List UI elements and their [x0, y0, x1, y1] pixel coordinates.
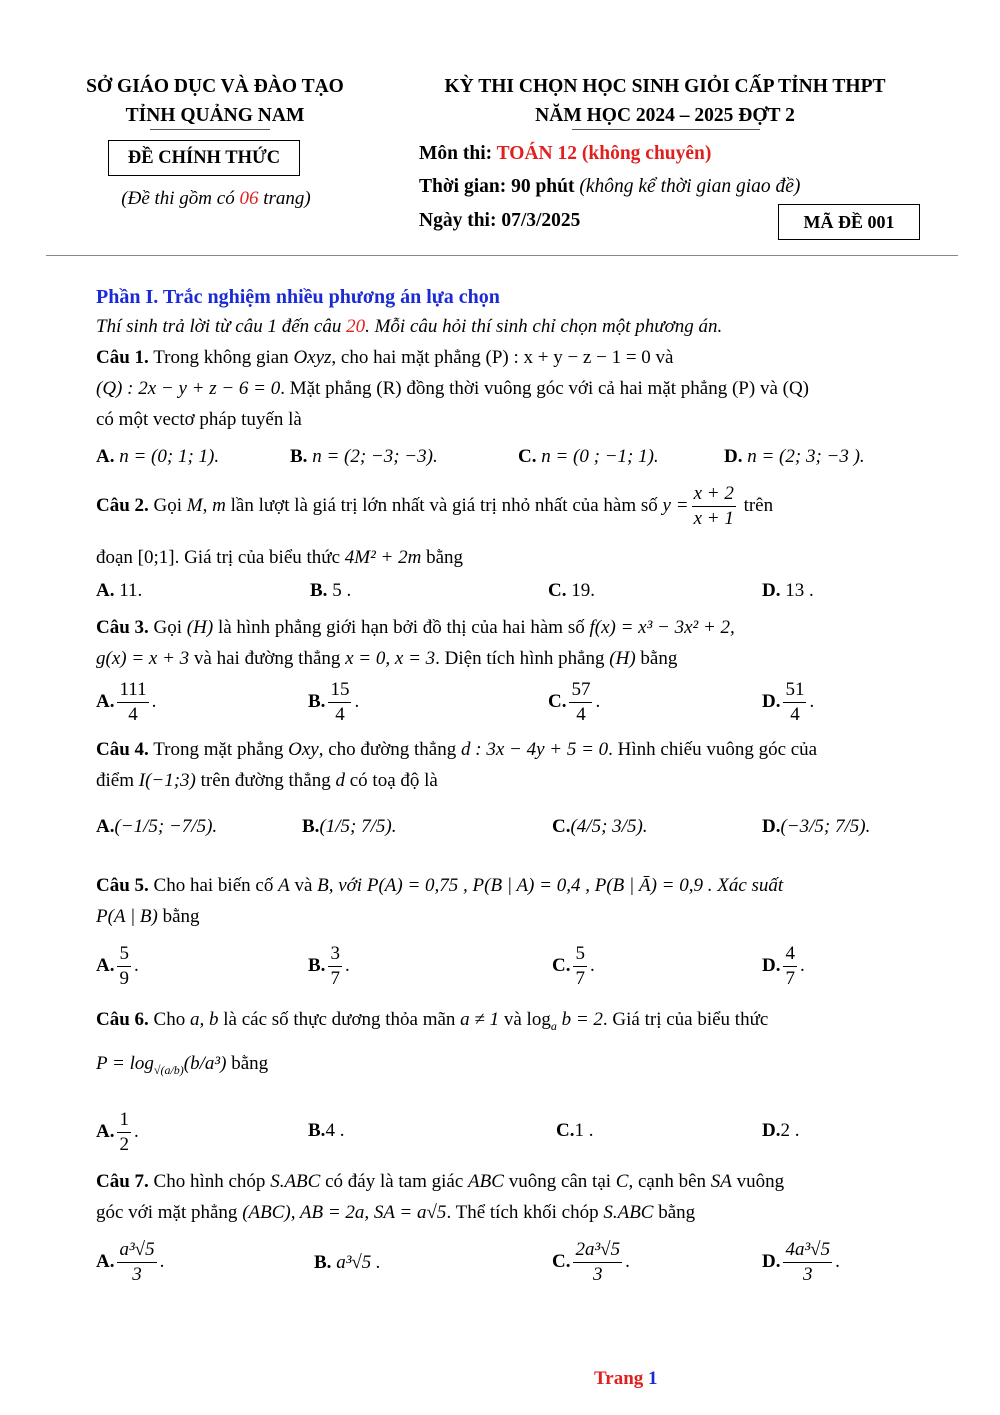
q3-option-b[interactable]: B. $\frac{15}{4}$ .	[308, 679, 360, 725]
section-instructions: Thí sinh trả lời từ câu 1 đến câu 20. Mỗi câu hỏi thí sinh chỉ chọn một phương án.	[96, 316, 723, 337]
function-fraction: $\frac{x + 2}{x + 1}$	[693, 483, 734, 529]
province-name: TỈNH QUẢNG NAM	[125, 105, 305, 126]
department-name: SỞ GIÁO DỤC VÀ ĐÀO TẠO	[86, 76, 344, 97]
question-5: Câu 5. Cho hai biến cố A và B, với P(A) = 0,75 , P(B | A) = 0,4 , P(B | Ā) = 0,9 . Xác suất P(A | B) bằng	[96, 875, 784, 927]
q5-option-d[interactable]: D. $\frac{4}{7}$ .	[762, 943, 805, 989]
q3-option-c[interactable]: C. $\frac{57}{4}$ .	[548, 679, 601, 725]
divider	[150, 129, 270, 130]
q6-option-d[interactable]: D.2 .	[762, 1120, 800, 1141]
question-7: Câu 7. Cho hình chóp S.ABC có đáy là tam giác ABC vuông cân tại C, cạnh bên SA vuông góc với mặt phẳng (ABC), AB = 2a, SA = a√5. Thể tích khối chóp S.ABC bằng	[96, 1171, 785, 1223]
header-separator	[46, 255, 958, 256]
q3-option-d[interactable]: D. $\frac{51}{4}$ .	[762, 679, 815, 725]
q4-option-b[interactable]: B.(1/5; 7/5).	[302, 816, 397, 837]
q1-option-b[interactable]: B. n = (2; −3; −3).	[290, 446, 438, 467]
q5-option-a[interactable]: A. $\frac{5}{9}$ .	[96, 943, 139, 989]
q7-option-b[interactable]: B. a³√5 .	[314, 1252, 381, 1273]
page-count-note: (Đề thi gồm có 06 trang)	[121, 188, 311, 209]
q6-option-a[interactable]: A. $\frac{1}{2}$ .	[96, 1109, 139, 1155]
q5-option-c[interactable]: C. $\frac{5}{7}$ .	[552, 943, 595, 989]
question-4: Câu 4. Trong mặt phẳng Oxy, cho đường thẳng d : 3x − 4y + 5 = 0. Hình chiếu vuông góc của điểm I(−1;3) trên đường thẳng d có toạ độ là	[96, 739, 818, 791]
q6-option-b[interactable]: B.4 .	[308, 1120, 345, 1141]
official-exam-box: ĐỀ CHÍNH THỨC	[108, 140, 300, 176]
q1-option-a[interactable]: A. n = (0; 1; 1).	[96, 446, 220, 467]
subject-line: Môn thi: TOÁN 12 (không chuyên)	[419, 143, 712, 164]
q7-option-d[interactable]: D. $\frac{\text{4a³√5}}{3}$ .	[762, 1239, 840, 1285]
q4-option-c[interactable]: C.(4/5; 3/5).	[552, 816, 648, 837]
q1-option-d[interactable]: D. n = (2; 3; −3 ).	[724, 446, 865, 467]
school-year: NĂM HỌC 2024 – 2025 ĐỢT 2	[535, 105, 795, 126]
question-6-cont: $P = \log_{√(a/b)}(b/a^3)$ bằng	[96, 1053, 269, 1077]
q7-option-a[interactable]: A. $\frac{\text{a³√5}}{3}$ .	[96, 1239, 165, 1285]
q2-option-a[interactable]: A. 11.	[96, 580, 143, 601]
page-footer: Trang 1	[594, 1368, 658, 1389]
time-line: Thời gian: 90 phút (không kể thời gian giao đề)	[419, 176, 801, 197]
q4-option-d[interactable]: D.(−3/5; 7/5).	[762, 816, 871, 837]
question-3: Câu 3. Gọi (H) là hình phẳng giới hạn bởi đồ thị của hai hàm số f(x) = x³ − 3x² + 2, g(x) = x + 3 và hai đường thẳng x = 0, x = 3. Diện tích hình phẳng (H) bằng	[96, 617, 735, 669]
section-title: Phần I. Trắc nghiệm nhiều phương án lựa chọn	[96, 286, 500, 308]
exam-code-box: MÃ ĐỀ 001	[778, 204, 920, 240]
question-2: Câu 2. Gọi M, m lần lượt là giá trị lớn nhất và giá trị nhỏ nhất của hàm số y = $\frac{x + 2}{x + 1}$ trên	[96, 483, 774, 529]
q3-option-a[interactable]: A. $\frac{111}{4}$ .	[96, 679, 157, 725]
q4-option-a[interactable]: A.(−1/5; −7/5).	[96, 816, 218, 837]
q6-option-c[interactable]: C.1 .	[556, 1120, 594, 1141]
exam-title: KỲ THI CHỌN HỌC SINH GIỎI CẤP TỈNH THPT	[444, 76, 886, 97]
question-2-cont: đoạn [0;1]. Giá trị của biểu thức 4M² + 2m bằng	[96, 547, 464, 568]
q5-option-b[interactable]: B. $\frac{3}{7}$ .	[308, 943, 350, 989]
q2-option-b[interactable]: B. 5 .	[310, 580, 352, 601]
question-6: Câu 6. Cho a, b là các số thực dương thỏa mãn a ≠ 1 và $\log_a b = 2$. Giá trị của biểu thức	[96, 1009, 769, 1033]
divider	[572, 129, 760, 130]
q2-option-c[interactable]: C. 19.	[548, 580, 595, 601]
q1-option-c[interactable]: C. n = (0 ; −1; 1).	[518, 446, 659, 467]
q2-option-d[interactable]: D. 13 .	[762, 580, 814, 601]
question-1: Câu 1. Trong không gian Oxyz, cho hai mặt phẳng (P) : x + y − z − 1 = 0 và (Q) : 2x − y + z − 6 = 0. Mặt phẳng (R) đồng thời vuông góc với cả hai mặt phẳng (P) và (Q) có một vectơ pháp tuyến là	[96, 347, 810, 430]
exam-date: Ngày thi: 07/3/2025	[419, 210, 581, 231]
q7-option-c[interactable]: C. $\frac{\text{2a³√5}}{3}$ .	[552, 1239, 630, 1285]
